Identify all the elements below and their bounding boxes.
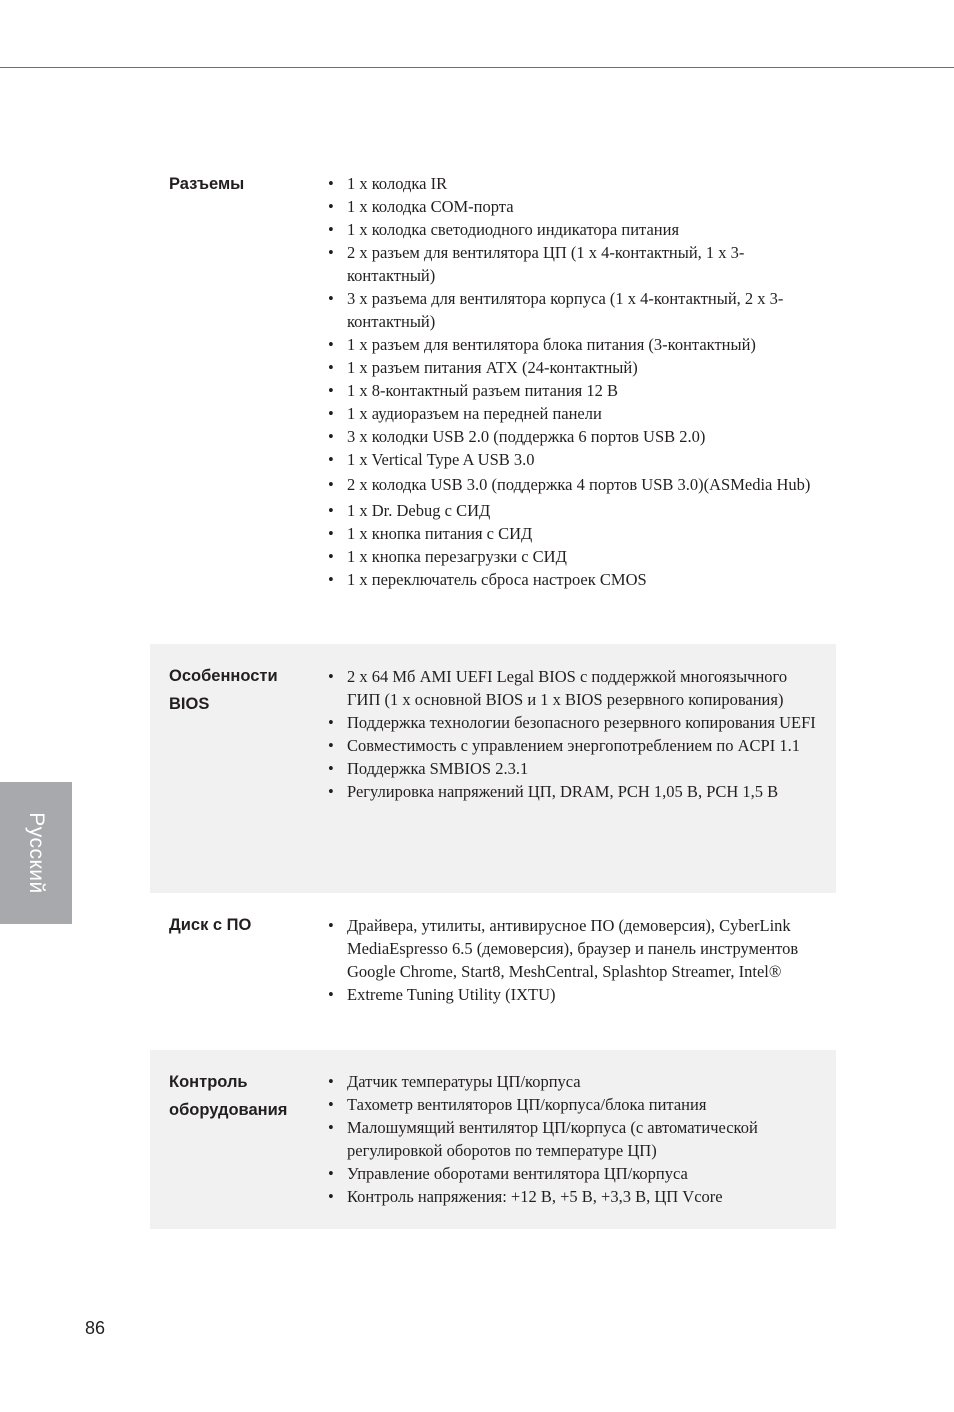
list-item: • Тахометр вентиляторов ЦП/корпуса/блока питания: [347, 1093, 822, 1116]
list-item: • Extreme Tuning Utility (IXTU): [347, 983, 822, 1006]
section-title: Особенности BIOS: [169, 667, 278, 713]
list-item: • 2 x разъем для вентилятора ЦП (1 x 4-контактный, 1 x 3-контактный): [347, 241, 822, 287]
list-item: • 2 x 64 Мб AMI UEFI Legal BIOS с поддержкой многоязычного ГИП (1 x основной BIOS и 1 x BIOS резервного копирования): [347, 665, 822, 711]
page-number: 86: [85, 1318, 106, 1338]
language-label: Русский: [25, 812, 48, 894]
list-item: • 1 x аудиоразъем на передней панели: [347, 402, 822, 425]
list-item: • 1 x разъем питания ATX (24-контактный): [347, 356, 822, 379]
list-item: • Малошумящий вентилятор ЦП/корпуса (с автоматической регулировкой оборотов по температуре ЦП): [347, 1116, 822, 1162]
list-item: • 1 x кнопка перезагрузки с СИД: [347, 545, 822, 568]
section-title: Контроль оборудования: [169, 1073, 288, 1119]
section-title: Разъемы: [169, 175, 245, 193]
section-bios: [150, 644, 836, 893]
list-item: • 1 x колодка IR: [347, 172, 822, 195]
list-item: • Регулировка напряжений ЦП, DRAM, PCH 1,05 В, PCH 1,5 В: [347, 780, 822, 803]
list-item: • Датчик температуры ЦП/корпуса: [347, 1070, 822, 1093]
software-list: [347, 914, 822, 1006]
list-item: • Поддержка технологии безопасного резервного копирования UEFI: [347, 711, 822, 734]
list-item: • 1 x колодка светодиодного индикатора питания: [347, 218, 822, 241]
section-software: [150, 893, 836, 1050]
list-item: • 1 x разъем для вентилятора блока питания (3-контактный): [347, 333, 822, 356]
list-item: • Драйвера, утилиты, антивирусное ПО (демоверсия), CyberLink MediaEspresso 6.5 (демоверсия), браузер и панель инструментов Google Chrome, Start8, MeshCentral, Splashtop Streamer, Intel®: [347, 914, 822, 983]
list-item: • 1 x Dr. Debug с СИД: [347, 499, 822, 522]
list-item: • 1 x кнопка питания с СИД: [347, 522, 822, 545]
bios-list: [347, 665, 822, 803]
section-hardware-monitor: [150, 1050, 836, 1229]
list-item: • 1 x колодка COM-порта: [347, 195, 822, 218]
list-item: • Контроль напряжения: +12 В, +5 В, +3,3 В, ЦП Vcore: [347, 1185, 822, 1208]
top-rule: [0, 67, 954, 68]
list-item: • 3 x колодки USB 2.0 (поддержка 6 портов USB 2.0): [347, 425, 822, 448]
list-item: • Управление оборотами вентилятора ЦП/корпуса: [347, 1162, 822, 1185]
list-item: • Поддержка SMBIOS 2.3.1: [347, 757, 822, 780]
list-item: • 3 x разъема для вентилятора корпуса (1 x 4-контактный, 2 x 3-контактный): [347, 287, 822, 333]
list-item: • Совместимость с управлением энергопотреблением по ACPI 1.1: [347, 734, 822, 757]
section-title: Диск с ПО: [169, 916, 252, 934]
section-connectors: [150, 168, 836, 638]
language-side-tab: [0, 782, 72, 924]
list-item: • 2 x колодка USB 3.0 (поддержка 4 портов USB 3.0)(ASMedia Hub): [347, 471, 822, 499]
list-item: • 1 x Vertical Type A USB 3.0: [347, 448, 822, 471]
list-item: • 1 x переключатель сброса настроек CMOS: [347, 568, 822, 591]
hardware-list: [347, 1070, 822, 1208]
list-item: • 1 x 8-контактный разъем питания 12 В: [347, 379, 822, 402]
connectors-list: [347, 172, 822, 591]
